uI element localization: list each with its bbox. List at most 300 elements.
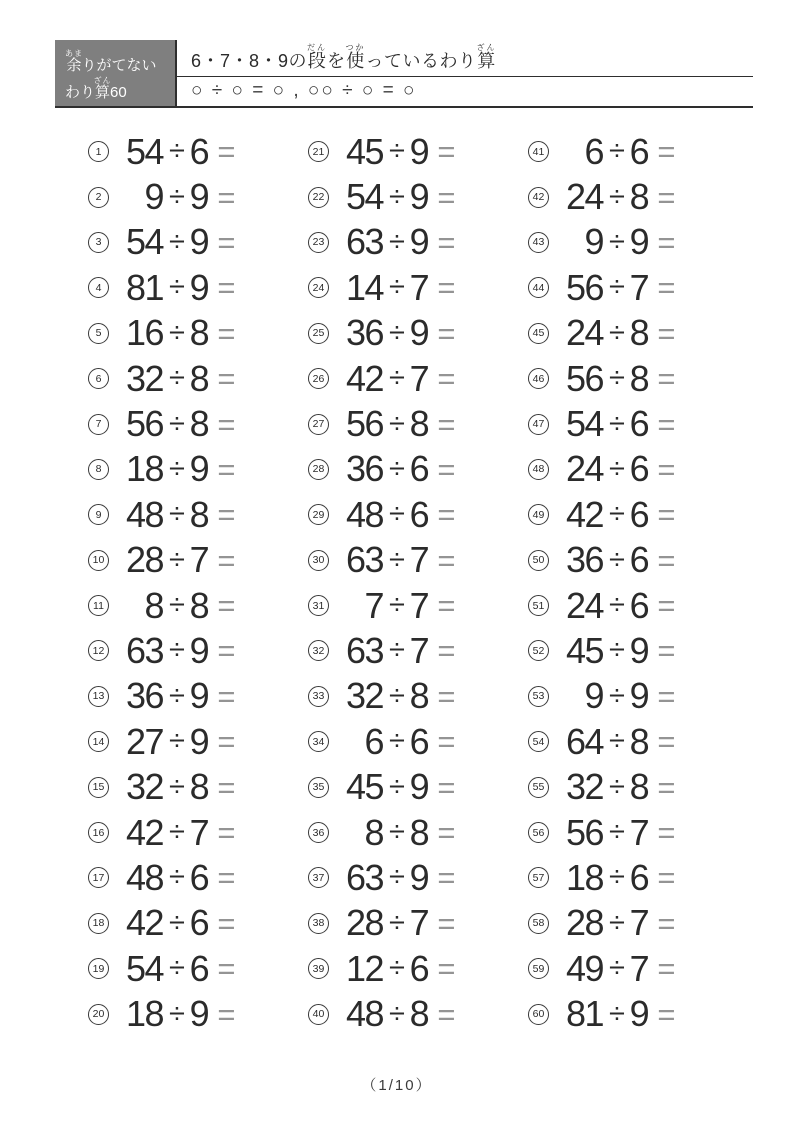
problem-number: 59 <box>528 958 549 979</box>
problem-row <box>528 492 748 537</box>
divisor-value: 9 <box>189 448 209 490</box>
problem-number: 13 <box>88 686 109 707</box>
dividend-value: 56 <box>565 811 603 853</box>
equals-sign: = <box>437 996 456 1032</box>
problem-row <box>528 538 748 583</box>
problem-row <box>308 265 528 310</box>
problem-expression <box>341 993 456 1035</box>
equals-sign: = <box>217 815 236 851</box>
divisor-value: 8 <box>629 766 649 808</box>
equals-sign: = <box>217 633 236 669</box>
problem-row <box>88 129 308 174</box>
problem-number: 39 <box>308 958 329 979</box>
divisor-value: 7 <box>629 947 649 989</box>
divisor-value: 8 <box>629 312 649 354</box>
equals-sign: = <box>437 588 456 624</box>
divide-sign: ÷ <box>609 952 624 985</box>
dividend-value: 63 <box>345 539 383 581</box>
dividend-value: 28 <box>125 539 163 581</box>
divisor-value: 6 <box>409 720 429 762</box>
divisor-value: 9 <box>629 221 649 263</box>
divide-sign: ÷ <box>169 906 184 939</box>
dividend-value: 54 <box>345 176 383 218</box>
equals-sign: = <box>437 769 456 805</box>
divide-sign: ÷ <box>389 770 404 803</box>
problem-expression <box>561 312 676 354</box>
dividend-value: 36 <box>125 675 163 717</box>
dividend-value: 56 <box>345 403 383 445</box>
equals-sign: = <box>437 951 456 987</box>
dividend-value: 32 <box>125 766 163 808</box>
equals-sign: = <box>657 497 676 533</box>
divide-sign: ÷ <box>389 180 404 213</box>
problem-number: 25 <box>308 323 329 344</box>
problem-expression <box>341 675 456 717</box>
problem-expression <box>561 221 676 263</box>
dividend-value: 48 <box>345 493 383 535</box>
problem-expression <box>121 312 236 354</box>
divide-sign: ÷ <box>609 679 624 712</box>
problem-number: 14 <box>88 731 109 752</box>
problem-expression <box>341 902 456 944</box>
problem-expression <box>121 176 236 218</box>
problem-expression <box>121 584 236 626</box>
problem-row <box>528 719 748 764</box>
equals-sign: = <box>437 678 456 714</box>
problem-number: 37 <box>308 867 329 888</box>
problem-row <box>528 265 748 310</box>
divide-sign: ÷ <box>169 589 184 622</box>
problem-number: 12 <box>88 640 109 661</box>
problem-row <box>308 311 528 356</box>
badge-line1: 余あまりがてない <box>65 48 157 74</box>
divisor-value: 8 <box>409 811 429 853</box>
divisor-value: 6 <box>189 902 209 944</box>
divide-sign: ÷ <box>609 543 624 576</box>
problem-number: 28 <box>308 459 329 480</box>
divisor-value: 9 <box>409 766 429 808</box>
divisor-value: 6 <box>189 130 209 172</box>
divisor-value: 6 <box>629 130 649 172</box>
equals-sign: = <box>217 542 236 578</box>
problem-expression <box>121 856 236 898</box>
divide-sign: ÷ <box>169 271 184 304</box>
divide-sign: ÷ <box>609 407 624 440</box>
divide-sign: ÷ <box>609 589 624 622</box>
divide-sign: ÷ <box>609 225 624 258</box>
divisor-value: 9 <box>409 130 429 172</box>
problem-row <box>308 901 528 946</box>
worksheet-header <box>55 40 753 108</box>
problem-row <box>88 764 308 809</box>
equals-sign: = <box>217 315 236 351</box>
problem-row <box>88 401 308 446</box>
equals-sign: = <box>437 134 456 170</box>
equals-sign: = <box>437 179 456 215</box>
dividend-value: 16 <box>125 312 163 354</box>
problem-expression <box>121 811 236 853</box>
equals-sign: = <box>657 224 676 260</box>
dividend-value: 63 <box>125 629 163 671</box>
divide-sign: ÷ <box>169 952 184 985</box>
problem-number: 51 <box>528 595 549 616</box>
page-title: 6・7・8・9の 段だん を 使つか っているわり 算ざん <box>177 40 753 77</box>
divisor-value: 7 <box>189 539 209 581</box>
page-indicator: （1/10） <box>361 1077 433 1094</box>
problem-expression <box>341 811 456 853</box>
problem-expression <box>121 675 236 717</box>
problem-row <box>308 991 528 1036</box>
header-right <box>175 40 753 106</box>
equals-sign: = <box>657 769 676 805</box>
problem-row <box>528 674 748 719</box>
problem-row <box>88 583 308 628</box>
divisor-value: 6 <box>629 403 649 445</box>
problem-number: 9 <box>88 504 109 525</box>
problem-expression <box>341 176 456 218</box>
problem-number: 16 <box>88 822 109 843</box>
problem-number: 32 <box>308 640 329 661</box>
divide-sign: ÷ <box>609 180 624 213</box>
equals-sign: = <box>217 179 236 215</box>
divide-sign: ÷ <box>609 816 624 849</box>
problem-row <box>528 174 748 219</box>
dividend-value: 81 <box>565 993 603 1035</box>
divisor-value: 9 <box>189 266 209 308</box>
equals-sign: = <box>217 588 236 624</box>
problem-number: 21 <box>308 141 329 162</box>
dividend-value: 32 <box>125 357 163 399</box>
problem-expression <box>561 584 676 626</box>
problem-row <box>528 447 748 492</box>
divisor-value: 9 <box>409 856 429 898</box>
equals-sign: = <box>217 905 236 941</box>
divide-sign: ÷ <box>609 725 624 758</box>
divide-sign: ÷ <box>169 861 184 894</box>
divide-sign: ÷ <box>169 997 184 1030</box>
dividend-value: 54 <box>125 221 163 263</box>
problem-expression <box>121 629 236 671</box>
divide-sign: ÷ <box>609 634 624 667</box>
divisor-value: 9 <box>409 176 429 218</box>
problem-expression <box>121 266 236 308</box>
equals-sign: = <box>657 951 676 987</box>
divide-sign: ÷ <box>609 135 624 168</box>
dividend-value: 81 <box>125 266 163 308</box>
problem-expression <box>341 539 456 581</box>
divisor-value: 9 <box>189 993 209 1035</box>
dividend-value: 9 <box>584 221 603 263</box>
problem-expression <box>561 539 676 581</box>
problem-row <box>308 764 528 809</box>
problem-row <box>88 356 308 401</box>
divisor-value: 6 <box>189 856 209 898</box>
divisor-value: 6 <box>629 856 649 898</box>
divide-sign: ÷ <box>169 407 184 440</box>
problem-row <box>528 356 748 401</box>
dividend-value: 36 <box>345 448 383 490</box>
problem-row <box>88 674 308 719</box>
divide-sign: ÷ <box>609 316 624 349</box>
equals-sign: = <box>657 179 676 215</box>
divide-sign: ÷ <box>169 362 184 395</box>
equals-sign: = <box>657 678 676 714</box>
problem-row <box>308 628 528 673</box>
problem-number: 6 <box>88 368 109 389</box>
problem-pattern: ○ ÷ ○ = ○ , ○○ ÷ ○ = ○ <box>191 80 417 101</box>
equals-sign: = <box>657 588 676 624</box>
problem-number: 55 <box>528 777 549 798</box>
divide-sign: ÷ <box>389 271 404 304</box>
problem-expression <box>561 902 676 944</box>
problem-number: 17 <box>88 867 109 888</box>
problem-number: 47 <box>528 414 549 435</box>
problem-expression <box>121 403 236 445</box>
equals-sign: = <box>657 270 676 306</box>
divide-sign: ÷ <box>169 225 184 258</box>
divide-sign: ÷ <box>609 271 624 304</box>
equals-sign: = <box>437 406 456 442</box>
dividend-value: 56 <box>565 357 603 399</box>
problem-row <box>308 583 528 628</box>
problem-row <box>528 901 748 946</box>
dividend-value: 28 <box>345 902 383 944</box>
divide-sign: ÷ <box>169 679 184 712</box>
equals-sign: = <box>437 860 456 896</box>
problem-expression <box>561 448 676 490</box>
problem-expression <box>561 766 676 808</box>
problem-expression <box>121 493 236 535</box>
divide-sign: ÷ <box>389 452 404 485</box>
divide-sign: ÷ <box>169 816 184 849</box>
dividend-value: 28 <box>565 902 603 944</box>
problem-number: 58 <box>528 913 549 934</box>
problem-number: 5 <box>88 323 109 344</box>
problem-expression <box>561 947 676 989</box>
divisor-value: 8 <box>189 357 209 399</box>
dividend-value: 12 <box>345 947 383 989</box>
divide-sign: ÷ <box>609 770 624 803</box>
dividend-value: 36 <box>345 312 383 354</box>
problem-number: 46 <box>528 368 549 389</box>
equals-sign: = <box>657 542 676 578</box>
problem-number: 19 <box>88 958 109 979</box>
problem-expression <box>341 629 456 671</box>
dividend-value: 36 <box>565 539 603 581</box>
problem-expression <box>561 629 676 671</box>
problem-expression <box>121 357 236 399</box>
equals-sign: = <box>437 451 456 487</box>
dividend-value: 9 <box>584 675 603 717</box>
problem-row <box>308 855 528 900</box>
divisor-value: 8 <box>629 176 649 218</box>
dividend-value: 14 <box>345 266 383 308</box>
problem-row <box>528 764 748 809</box>
problem-expression <box>341 493 456 535</box>
dividend-value: 45 <box>565 629 603 671</box>
problem-number: 49 <box>528 504 549 525</box>
problem-number: 48 <box>528 459 549 480</box>
problem-expression <box>561 856 676 898</box>
divisor-value: 8 <box>409 675 429 717</box>
divide-sign: ÷ <box>389 316 404 349</box>
problem-number: 57 <box>528 867 549 888</box>
divide-sign: ÷ <box>169 316 184 349</box>
equals-sign: = <box>437 270 456 306</box>
problem-number: 24 <box>308 277 329 298</box>
equals-sign: = <box>217 769 236 805</box>
dividend-value: 64 <box>565 720 603 762</box>
dividend-value: 63 <box>345 856 383 898</box>
equals-sign: = <box>217 134 236 170</box>
divide-sign: ÷ <box>389 816 404 849</box>
problem-expression <box>121 448 236 490</box>
problem-expression <box>341 266 456 308</box>
divisor-value: 8 <box>189 766 209 808</box>
problem-number: 26 <box>308 368 329 389</box>
divide-sign: ÷ <box>169 634 184 667</box>
problem-number: 2 <box>88 187 109 208</box>
divide-sign: ÷ <box>609 861 624 894</box>
equals-sign: = <box>217 270 236 306</box>
problem-number: 40 <box>308 1004 329 1025</box>
equals-sign: = <box>437 497 456 533</box>
problem-row <box>88 628 308 673</box>
dividend-value: 32 <box>565 766 603 808</box>
dividend-value: 48 <box>125 493 163 535</box>
problem-number: 11 <box>88 595 109 616</box>
problem-number: 18 <box>88 913 109 934</box>
problem-number: 42 <box>528 187 549 208</box>
dividend-value: 42 <box>125 811 163 853</box>
divide-sign: ÷ <box>389 543 404 576</box>
problem-row <box>88 220 308 265</box>
divide-sign: ÷ <box>389 225 404 258</box>
problem-number: 23 <box>308 232 329 253</box>
problem-row <box>88 855 308 900</box>
divide-sign: ÷ <box>389 997 404 1030</box>
dividend-value: 7 <box>364 584 383 626</box>
problem-expression <box>121 221 236 263</box>
equals-sign: = <box>217 406 236 442</box>
problem-row <box>528 946 748 991</box>
problem-row <box>88 447 308 492</box>
problem-number: 1 <box>88 141 109 162</box>
dividend-value: 9 <box>144 176 163 218</box>
dividend-value: 18 <box>125 448 163 490</box>
divisor-value: 8 <box>189 312 209 354</box>
problem-number: 54 <box>528 731 549 752</box>
dividend-value: 24 <box>565 312 603 354</box>
dividend-value: 18 <box>565 856 603 898</box>
divisor-value: 7 <box>409 902 429 944</box>
problem-expression <box>341 357 456 399</box>
problem-number: 44 <box>528 277 549 298</box>
problem-row <box>528 855 748 900</box>
divisor-value: 9 <box>409 221 429 263</box>
equals-sign: = <box>657 361 676 397</box>
divide-sign: ÷ <box>389 362 404 395</box>
problem-number: 15 <box>88 777 109 798</box>
problem-number: 29 <box>308 504 329 525</box>
problem-expression <box>341 766 456 808</box>
equals-sign: = <box>437 361 456 397</box>
problem-row <box>528 628 748 673</box>
problem-row <box>88 311 308 356</box>
problem-expression <box>341 720 456 762</box>
problem-row <box>528 220 748 265</box>
divisor-value: 9 <box>189 221 209 263</box>
badge-line2: わり算ざん60 <box>65 75 127 101</box>
problem-expression <box>341 947 456 989</box>
equals-sign: = <box>437 633 456 669</box>
equals-sign: = <box>657 815 676 851</box>
dividend-value: 42 <box>125 902 163 944</box>
problem-expression <box>341 448 456 490</box>
equals-sign: = <box>217 224 236 260</box>
divisor-value: 6 <box>409 448 429 490</box>
problem-expression <box>121 720 236 762</box>
problem-number: 50 <box>528 550 549 571</box>
dividend-value: 6 <box>364 720 383 762</box>
equals-sign: = <box>217 951 236 987</box>
problem-expression <box>121 993 236 1035</box>
divisor-value: 7 <box>409 357 429 399</box>
dividend-value: 54 <box>125 130 163 172</box>
problem-expression <box>561 130 676 172</box>
divide-sign: ÷ <box>609 906 624 939</box>
problem-row <box>308 174 528 219</box>
problem-expression <box>121 902 236 944</box>
equals-sign: = <box>437 905 456 941</box>
problem-expression <box>561 266 676 308</box>
problem-number: 34 <box>308 731 329 752</box>
equals-sign: = <box>657 996 676 1032</box>
divide-sign: ÷ <box>169 725 184 758</box>
equals-sign: = <box>657 315 676 351</box>
dividend-value: 54 <box>565 403 603 445</box>
divisor-value: 7 <box>629 902 649 944</box>
divisor-value: 6 <box>409 493 429 535</box>
problem-number: 30 <box>308 550 329 571</box>
problem-number: 53 <box>528 686 549 707</box>
divisor-value: 9 <box>189 675 209 717</box>
dividend-value: 63 <box>345 629 383 671</box>
divisor-value: 8 <box>629 720 649 762</box>
equals-sign: = <box>217 724 236 760</box>
problem-expression <box>561 176 676 218</box>
problem-row <box>308 810 528 855</box>
divide-sign: ÷ <box>169 135 184 168</box>
problems-grid <box>88 129 748 1037</box>
problems-column <box>308 129 528 1037</box>
divide-sign: ÷ <box>389 679 404 712</box>
divide-sign: ÷ <box>389 407 404 440</box>
problem-row <box>528 129 748 174</box>
problem-expression <box>121 766 236 808</box>
problem-expression <box>561 720 676 762</box>
divisor-value: 7 <box>409 584 429 626</box>
dividend-value: 32 <box>345 675 383 717</box>
problem-row <box>528 583 748 628</box>
equals-sign: = <box>437 315 456 351</box>
problem-number: 7 <box>88 414 109 435</box>
problem-number: 36 <box>308 822 329 843</box>
divisor-value: 6 <box>629 584 649 626</box>
equals-sign: = <box>437 815 456 851</box>
equals-sign: = <box>217 678 236 714</box>
problem-number: 4 <box>88 277 109 298</box>
